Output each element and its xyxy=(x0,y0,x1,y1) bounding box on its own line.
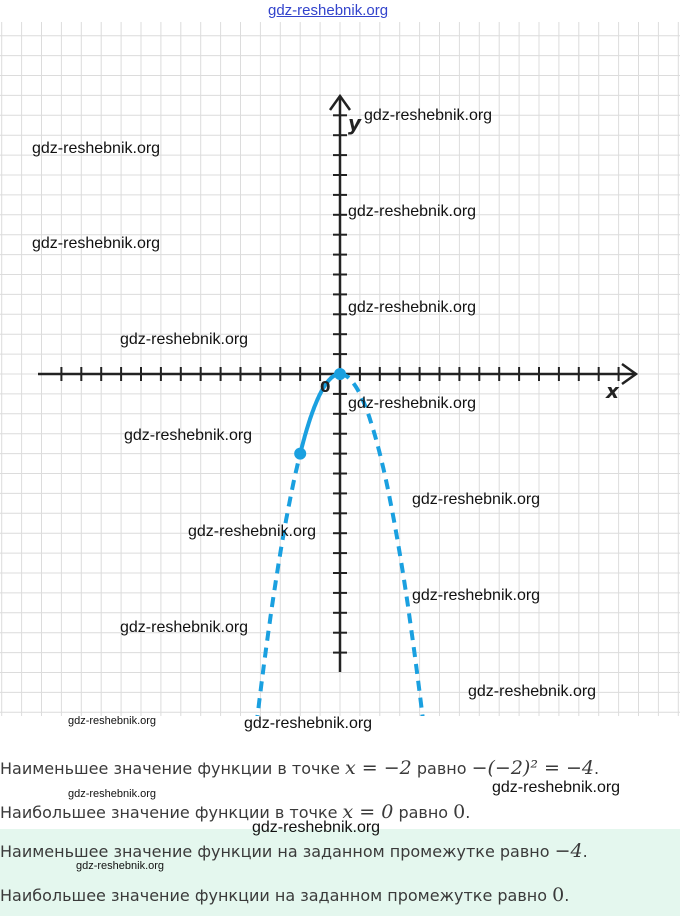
watermark: gdz-reshebnik.org xyxy=(120,331,249,348)
watermark: gdz-reshebnik.org xyxy=(120,619,249,636)
watermark: gdz-reshebnik.org xyxy=(32,235,161,252)
parabola-dashed-segment xyxy=(340,374,424,716)
statement-4 xyxy=(0,884,569,906)
y-axis-label: y xyxy=(348,111,362,135)
statement-text: равно xyxy=(393,803,454,822)
x-axis-label: x xyxy=(606,379,619,403)
watermark: gdz-reshebnik.org xyxy=(244,715,373,732)
watermark: gdz-reshebnik.org xyxy=(68,715,157,727)
statement-text: . xyxy=(564,886,570,905)
watermark: gdz-reshebnik.org xyxy=(412,491,541,508)
watermark: gdz-reshebnik.org xyxy=(68,788,157,800)
origin-label: 0 xyxy=(320,378,331,396)
math-expression: 0 xyxy=(453,801,466,823)
statement-text: Наибольшее значение функции в точке xyxy=(0,803,343,822)
watermark: gdz-reshebnik.org xyxy=(348,395,477,412)
statement-text: . xyxy=(582,842,588,861)
math-expression: x = 0 xyxy=(342,801,394,823)
axes xyxy=(38,96,636,672)
math-expression: x = −2 xyxy=(345,757,412,779)
endpoint-marker xyxy=(334,368,346,380)
watermark: gdz-reshebnik.org xyxy=(76,860,165,872)
watermark: gdz-reshebnik.org xyxy=(412,587,541,604)
watermark: gdz-reshebnik.org xyxy=(492,779,621,796)
math-expression: 0 xyxy=(552,884,565,906)
watermark: gdz-reshebnik.org xyxy=(348,203,477,220)
math-expression: −4 xyxy=(554,840,583,862)
endpoint-marker xyxy=(294,448,306,460)
watermark: gdz-reshebnik.org xyxy=(468,683,597,700)
watermark: gdz-reshebnik.org xyxy=(124,427,253,444)
watermark: gdz-reshebnik.org xyxy=(252,819,381,836)
watermark: gdz-reshebnik.org xyxy=(364,107,493,124)
watermark: gdz-reshebnik.org xyxy=(32,140,161,157)
watermark: gdz-reshebnik.org xyxy=(348,299,477,316)
statement-2 xyxy=(0,801,470,823)
watermark-top[interactable]: gdz-reshebnik.org xyxy=(268,2,389,19)
statement-text: Наименьшее значение функции на заданном промежутке равно xyxy=(0,842,555,861)
statement-text: . xyxy=(593,759,600,778)
statement-text: Наименьшее значение функции в точке xyxy=(0,759,346,778)
statement-text: . xyxy=(465,803,471,822)
statement-text: Наибольшее значение функции на заданном промежутке равно xyxy=(0,886,553,905)
math-expression: −(−2)² = −4 xyxy=(471,757,594,779)
statement-3 xyxy=(0,840,588,862)
statement-text: равно xyxy=(411,759,472,778)
statement-1 xyxy=(0,757,599,779)
watermark: gdz-reshebnik.org xyxy=(188,523,317,540)
